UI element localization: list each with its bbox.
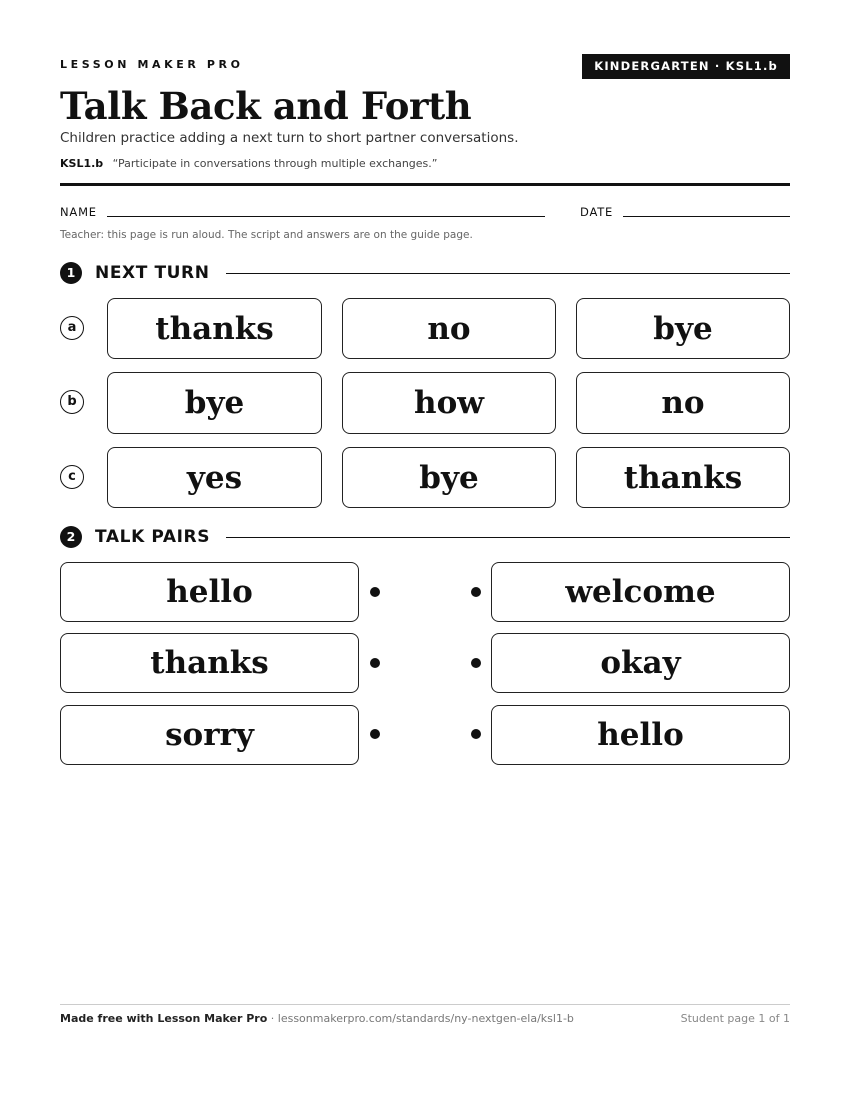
section-number-badge: 1 (60, 262, 82, 284)
section-rule (226, 273, 790, 274)
row-letter-a: a (60, 316, 84, 340)
pair-right-card[interactable]: okay (491, 633, 790, 693)
word-card[interactable]: thanks (576, 447, 790, 508)
row-letter-c: c (60, 465, 84, 489)
name-field-line[interactable] (107, 216, 545, 217)
match-dot[interactable] (471, 658, 481, 668)
word-card[interactable]: yes (107, 447, 322, 508)
page-title: Talk Back and Forth (60, 84, 472, 128)
pair-left-card[interactable]: sorry (60, 705, 359, 765)
name-label: NAME (60, 205, 97, 219)
section-rule (226, 537, 790, 538)
date-field-line[interactable] (623, 216, 790, 217)
footer-made-with: Made free with Lesson Maker Pro (60, 1012, 268, 1025)
teacher-note: Teacher: this page is run aloud. The script and answers are on the guide page. (60, 229, 473, 241)
footer-divider (60, 1004, 790, 1005)
standard-line (60, 157, 437, 170)
worksheet-page (60, 0, 790, 1100)
match-dot[interactable] (370, 587, 380, 597)
word-card[interactable]: no (576, 372, 790, 434)
word-card[interactable]: how (342, 372, 556, 434)
row-letter-b: b (60, 390, 84, 414)
standard-code: KSL1.b (60, 157, 104, 170)
pair-right-card[interactable]: welcome (491, 562, 790, 622)
word-card[interactable]: bye (576, 298, 790, 359)
footer-url: · lessonmakerpro.com/standards/ny-nextgen-ela/ksl1-b (270, 1012, 574, 1025)
section-next-turn-header (60, 261, 790, 285)
standard-text: “Participate in conversations through multiple exchanges.” (112, 157, 438, 170)
brand-name: LESSON MAKER PRO (60, 58, 244, 71)
word-card[interactable]: thanks (107, 298, 322, 359)
word-card[interactable]: bye (342, 447, 556, 508)
match-dot[interactable] (471, 587, 481, 597)
pair-left-card[interactable]: thanks (60, 633, 359, 693)
match-dot[interactable] (370, 729, 380, 739)
section-title: NEXT TURN (95, 263, 210, 283)
word-card[interactable]: bye (107, 372, 322, 434)
section-number-badge: 2 (60, 526, 82, 548)
header-divider (60, 183, 790, 186)
footer-page-label: Student page 1 of 1 (680, 1012, 790, 1025)
section-title: TALK PAIRS (95, 527, 211, 547)
date-label: DATE (580, 205, 614, 219)
pair-left-card[interactable]: hello (60, 562, 359, 622)
pair-right-card[interactable]: hello (491, 705, 790, 765)
match-dot[interactable] (370, 658, 380, 668)
word-card[interactable]: no (342, 298, 556, 359)
section-talk-pairs-header (60, 525, 790, 549)
grade-badge: KINDERGARTEN · KSL1.b (582, 54, 790, 79)
match-dot[interactable] (471, 729, 481, 739)
page-subtitle: Children practice adding a next turn to short partner conversations. (60, 130, 519, 146)
footer-credit (60, 1012, 574, 1025)
